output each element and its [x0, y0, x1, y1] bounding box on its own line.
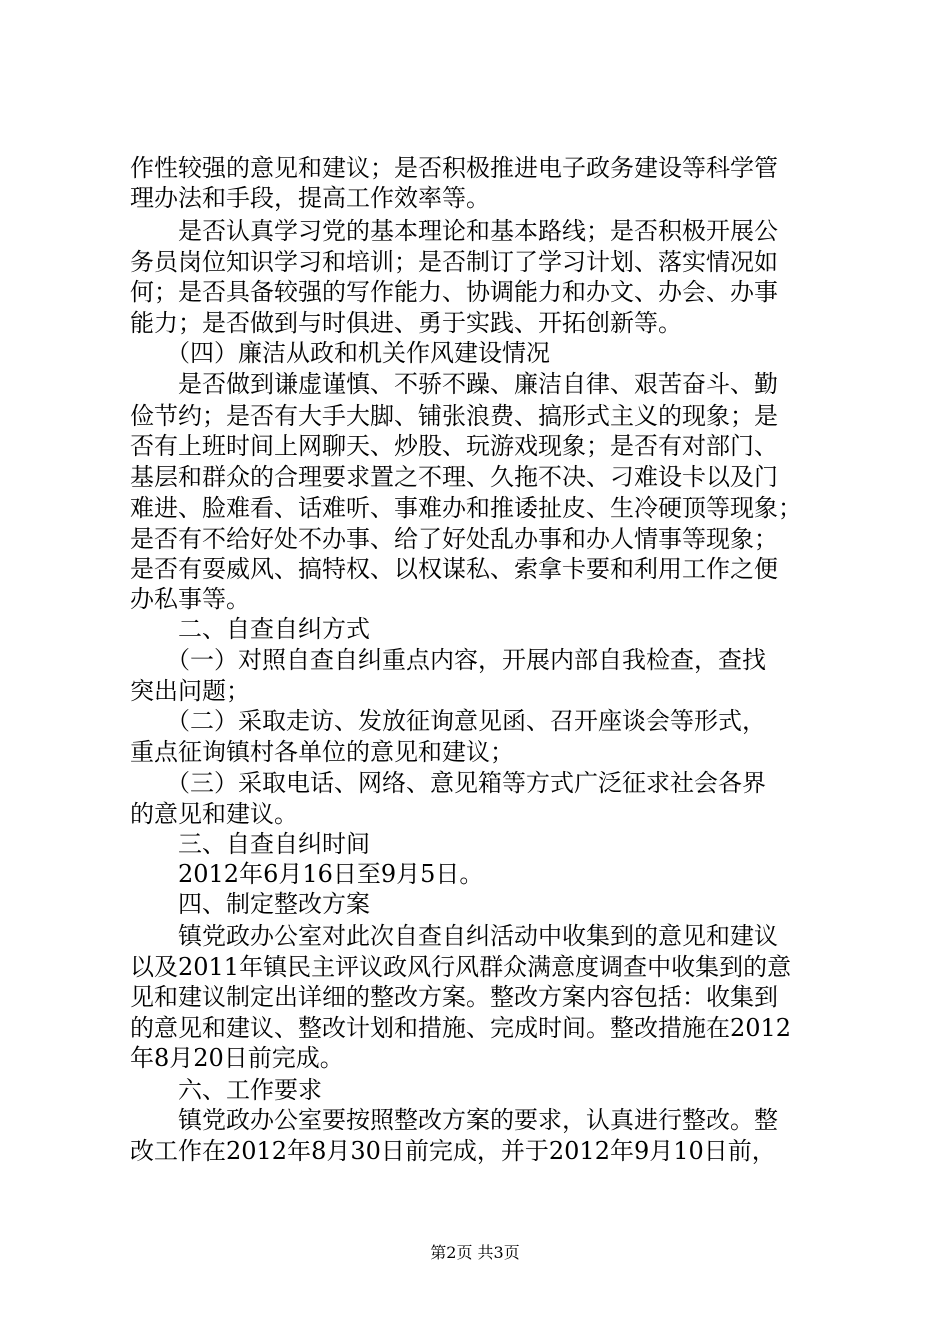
text-line: （一）对照自查自纠重点内容，开展内部自我检查，查找: [130, 646, 766, 674]
text-line: 镇党政办公室对此次自查自纠活动中收集到的意见和建议: [130, 922, 778, 950]
text-line: 以及2011年镇民主评议政风行风群众满意度调查中收集到的意: [130, 953, 792, 981]
text-line: 的意见和建议。: [130, 800, 298, 828]
text-line: 是否做到谦虚谨慎、不骄不躁、廉洁自律、艰苦奋斗、勤: [130, 370, 778, 398]
text-line: 理办法和手段，提高工作效率等。: [130, 184, 490, 212]
text-line: 俭节约；是否有大手大脚、铺张浪费、搞形式主义的现象；是: [130, 402, 778, 430]
text-line: 否有上班时间上网聊天、炒股、玩游戏现象；是否有对部门、: [130, 432, 778, 460]
text-line: 务员岗位知识学习和培训；是否制订了学习计划、落实情况如: [130, 248, 778, 276]
text-line: 突出问题；: [130, 677, 250, 705]
text-line: 难进、脸难看、话难听、事难办和推诿扯皮、生冷硬顶等现象；: [130, 494, 802, 522]
text-line: 2012年6月16日至9月5日。: [130, 860, 484, 888]
text-line: 年8月20日前完成。: [130, 1044, 344, 1072]
page-footer: 第2页 共3页: [430, 1243, 520, 1262]
text-line: 基层和群众的合理要求置之不理、久拖不决、刁难设卡以及门: [130, 463, 778, 491]
text-line: 是否有耍威风、搞特权、以权谋私、索拿卡要和利用工作之便: [130, 555, 778, 583]
text-line: （四）廉洁从政和机关作风建设情况: [130, 339, 550, 367]
text-line: 何；是否具备较强的写作能力、协调能力和办文、办会、办事: [130, 278, 778, 306]
text-line: 三、自查自纠时间: [130, 830, 370, 858]
text-line: 二、自查自纠方式: [130, 615, 370, 643]
text-line: 是否有不给好处不办事、给了好处乱办事和办人情事等现象；: [130, 525, 778, 553]
text-line: （三）采取电话、网络、意见箱等方式广泛征求社会各界: [130, 769, 766, 797]
text-line: 见和建议制定出详细的整改方案。整改方案内容包括：收集到: [130, 983, 778, 1011]
text-line: 能力；是否做到与时俱进、勇于实践、开拓创新等。: [130, 309, 682, 337]
text-line: 镇党政办公室要按照整改方案的要求，认真进行整改。整: [130, 1106, 778, 1134]
text-line: 改工作在2012年8月30日前完成，并于2012年9月10日前，: [130, 1137, 776, 1165]
text-line: 是否认真学习党的基本理论和基本路线；是否积极开展公: [130, 217, 778, 245]
text-line: 的意见和建议、整改计划和措施、完成时间。整改措施在2012: [130, 1014, 792, 1042]
text-line: 六、工作要求: [130, 1076, 322, 1104]
text-line: 四、制定整改方案: [130, 890, 370, 918]
text-line: 作性较强的意见和建议；是否积极推进电子政务建设等科学管: [130, 154, 778, 182]
text-line: 办私事等。: [130, 585, 250, 613]
text-line: （二）采取走访、发放征询意见函、召开座谈会等形式，: [130, 707, 766, 735]
text-line: 重点征询镇村各单位的意见和建议；: [130, 738, 514, 766]
